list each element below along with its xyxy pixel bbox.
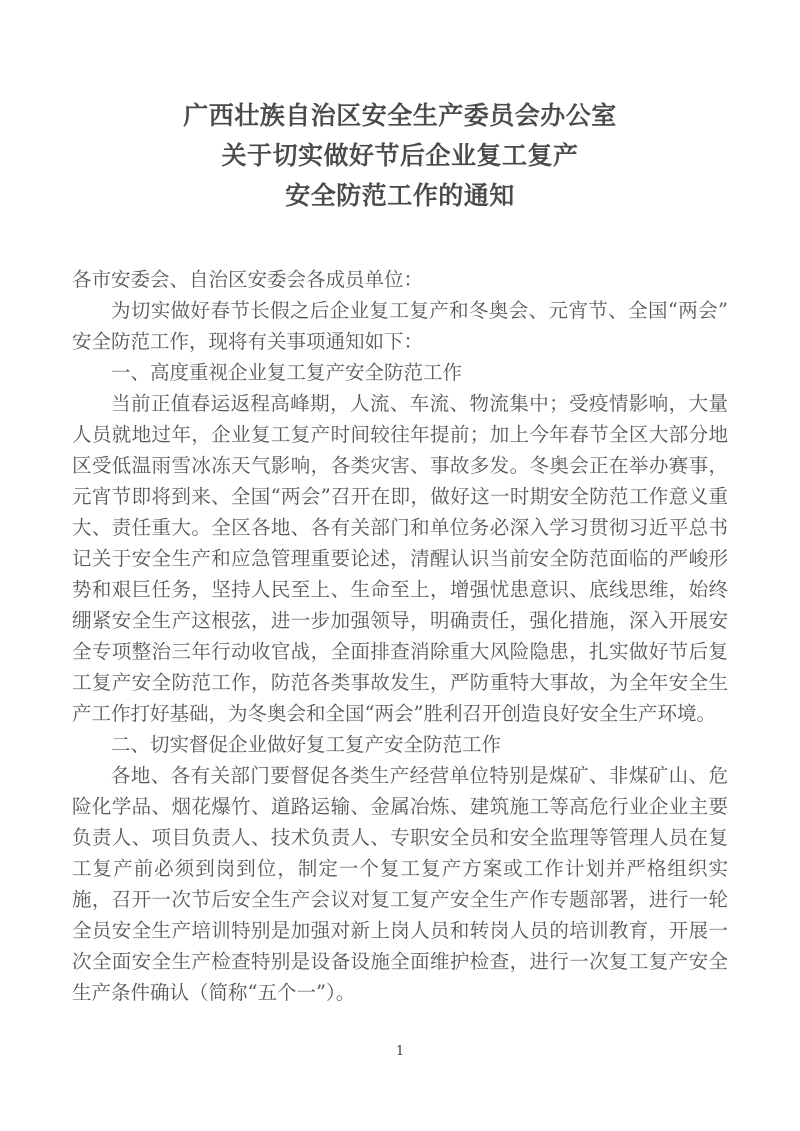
preamble-paragraph: 为切实做好春节长假之后企业复工复产和冬奥会、元宵节、全国“两会”安全防范工作，现将有关事项通知如下： — [72, 299, 728, 353]
salutation: 各市安委会、自治区安委会各成员单位： — [72, 268, 424, 291]
section-body-2: 各地、各有关部门要督促各类生产经营单位特别是煤矿、非煤矿山、危险化学品、烟花爆竹、道路运输、金属冶炼、建筑施工等高危行业企业主要负责人、项目负责人、技术负责人、专职安全员和安全监理等管理人员在复工复产前必须到岗到位，制定一个复工复产方案或工作计划并严格组织实施，召开一次节后安全生产会议对复工复产安全生产作专题部署，进行一轮全员安全生产培训特别是加强对新上岗人员和转岗人员的培训教育，开展一次全面安全生产检查特别是设备设施全面维护检查，进行一次复工复产安全生产条件确认（简称“五个一”）。 — [72, 764, 728, 1004]
title-line-3: 安全防范工作的通知 — [285, 181, 515, 210]
page-number: 1 — [395, 1044, 405, 1059]
document-body — [72, 264, 728, 1008]
document-title — [72, 96, 728, 216]
title-line-2: 关于切实做好节后企业复工复产 — [221, 141, 579, 170]
section-heading-1: 一、高度重视企业复工复产安全防范工作 — [111, 361, 463, 384]
section-heading-2: 二、切实督促企业做好复工复产安全防范工作 — [111, 733, 502, 756]
title-line-1: 广西壮族自治区安全生产委员会办公室 — [183, 101, 617, 130]
section-body-1: 当前正值春运返程高峰期，人流、车流、物流集中；受疫情影响，大量人员就地过年，企业复工复产时间较往年提前；加上今年春节全区大部分地区受低温雨雪冰冻天气影响，各类灾害、事故多发。冬奥会正在举办赛事，元宵节即将到来、全国“两会”召开在即，做好这一时期安全防范工作意义重大、责任重大。全区各地、各有关部门和单位务必深入学习贯彻习近平总书记关于安全生产和应急管理重要论述，清醒认识当前安全防范面临的严峻形势和艰巨任务，坚持人民至上、生命至上，增强忧患意识、底线思维，始终绷紧安全生产这根弦，进一步加强领导，明确责任，强化措施，深入开展安全专项整治三年行动收官战，全面排查消除重大风险隐患，扎实做好节后复工复产安全防范工作，防范各类事故发生，严防重特大事故，为全年安全生产工作打好基础，为冬奥会和全国“两会”胜利召开创造良好安全生产环境。 — [72, 392, 728, 725]
